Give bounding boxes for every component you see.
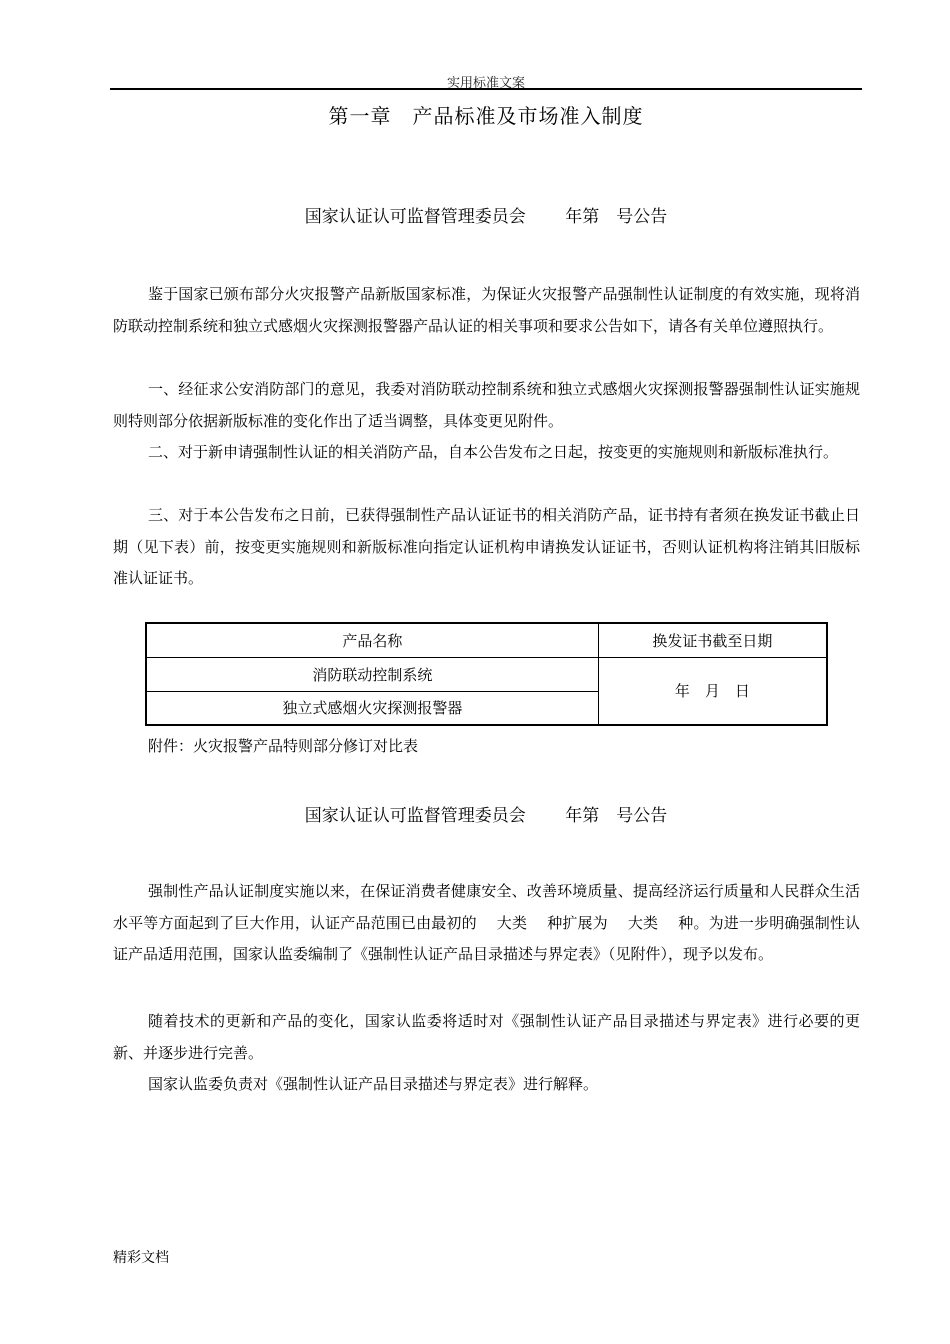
table-cell-product: 消防联动控制系统 — [146, 657, 598, 691]
header-divider — [110, 88, 862, 90]
paragraph-cert-explain: 国家认监委负责对《强制性认证产品目录描述与界定表》进行解释。 — [148, 1075, 599, 1093]
attachment-note: 附件：火灾报警产品特则部分修订对比表 — [148, 737, 419, 755]
paragraph-item-3: 三、对于本公告发布之日前，已获得强制性产品认证证书的相关消防产品，证书持有者须在换发证书截止日期（见下表）前，按变更实施规则和新版标准向指定认证机构申请换发认证证书，否则认证机构将注销其旧版标准认证证书。 — [113, 506, 860, 587]
certificate-table — [145, 622, 828, 726]
page-header-title: 实用标准文案 — [446, 76, 525, 91]
page-footer: 精彩文档 — [113, 1250, 169, 1266]
table-cell-product: 独立式感烟火灾探测报警器 — [146, 691, 598, 725]
paragraph-cert-intro: 强制性产品认证制度实施以来，在保证消费者健康安全、改善环境质量、提高经济运行质量和人民群众生活水平等方面起到了巨大作用，认证产品范围已由最初的 大类 种扩展为 大类 种。为进一步明确强制性认证产品适用范围，国家认监委编制了《强制性认证产品目录描述与界定表》（见附件），现予以发布。 — [113, 882, 860, 963]
paragraph-item-1: 一、经征求公安消防部门的意见，我委对消防联动控制系统和独立式感烟火灾探测报警器强制性认证实施规则特则部分依据新版标准的变化作出了适当调整，具体变更见附件。 — [113, 380, 860, 430]
table-row — [146, 657, 827, 691]
table-cell-date: 年 月 日 — [598, 657, 827, 725]
table-header-deadline: 换发证书截至日期 — [598, 623, 827, 657]
paragraph-item-2: 二、对于新申请强制性认证的相关消防产品，自本公告发布之日起，按变更的实施规则和新版标准执行。 — [148, 443, 839, 461]
paragraph-intro: 鉴于国家已颁布部分火灾报警产品新版国家标准，为保证火灾报警产品强制性认证制度的有效实施，现将消防联动控制系统和独立式感烟火灾探测报警器产品认证的相关事项和要求公告如下，请各有关单位遵照执行。 — [113, 285, 860, 335]
chapter-title: 第一章 产品标准及市场准入制度 — [328, 104, 644, 128]
announcement-title-1: 国家认证认可监督管理委员会 年第 号公告 — [304, 207, 668, 227]
table-header-row — [146, 623, 827, 657]
paragraph-cert-update: 随着技术的更新和产品的变化，国家认监委将适时对《强制性认证产品目录描述与界定表》进行必要的更新、并逐步进行完善。 — [113, 1012, 860, 1062]
announcement-title-2: 国家认证认可监督管理委员会 年第 号公告 — [304, 806, 668, 826]
table-header-product-name: 产品名称 — [146, 623, 598, 657]
